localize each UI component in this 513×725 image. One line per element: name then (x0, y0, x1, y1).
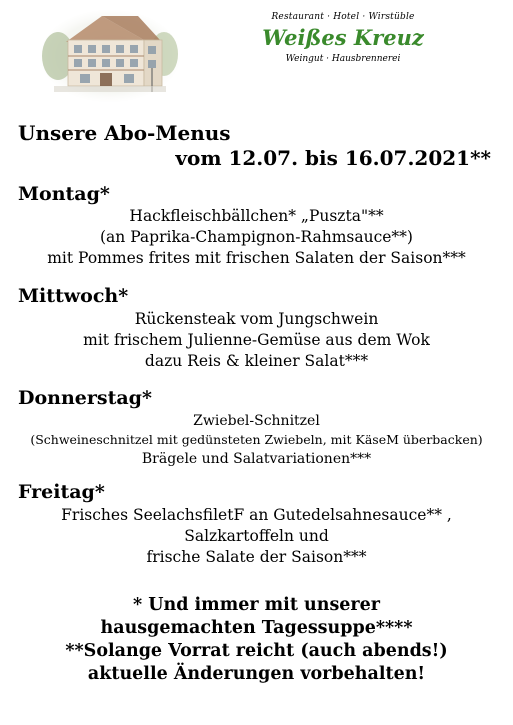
dish-monday (0, 206, 513, 269)
menu-header (0, 0, 513, 110)
footer-line: hausgemachten Tagessuppe**** (100, 618, 413, 638)
dish-line: Zwiebel-Schnitzel (193, 413, 320, 429)
dish-line: Salzkartoffeln und (184, 527, 329, 545)
day-heading-monday: Montag* (18, 183, 110, 205)
dish-line: (an Paprika-Champignon-Rahmsauce**) (100, 228, 413, 246)
restaurant-brand (258, 12, 428, 64)
footer-line: * Und immer mit unserer (132, 595, 381, 615)
dish-thursday (0, 411, 513, 469)
menu-title: Unsere Abo-Menus (18, 121, 231, 145)
dish-line: Hackfleischbällchen* „Puszta"** (129, 207, 384, 225)
menu-footer-notes (0, 594, 513, 686)
day-heading-thursday: Donnerstag* (18, 387, 152, 409)
brand-name: Weißes Kreuz (262, 25, 424, 50)
dish-wednesday (0, 309, 513, 372)
footer-line: aktuelle Änderungen vorbehalten! (87, 664, 426, 684)
dish-line: (Schweineschnitzel mit gedünsteten Zwiebeln, mit KäseM überbacken) (30, 432, 483, 447)
day-heading-friday: Freitag* (18, 481, 105, 503)
dish-line: Brägele und Salatvariationen*** (141, 451, 372, 467)
dish-line: Rückensteak vom Jungschwein (134, 310, 379, 328)
day-heading-wednesday: Mittwoch* (18, 285, 129, 307)
dish-line: mit Pommes frites mit frischen Salaten der Saison*** (47, 249, 466, 267)
hotel-building-image (40, 6, 180, 102)
menu-dates: vom 12.07. bis 16.07.2021** (175, 146, 491, 170)
dish-friday (0, 505, 513, 568)
dish-line: mit frischem Julienne-Gemüse aus dem Wok (83, 331, 430, 349)
brand-tagline-top: Restaurant · Hotel · Wirstüble (271, 12, 415, 22)
dish-line: Frisches SeelachsfiletF an Gutedelsahnesauce** , (61, 506, 452, 524)
footer-line: **Solange Vorrat reicht (auch abends!) (65, 641, 448, 661)
dish-line: frische Salate der Saison*** (146, 548, 367, 566)
brand-tagline-bottom: Weingut · Hausbrennerei (285, 54, 401, 64)
dish-line: dazu Reis & kleiner Salat*** (144, 352, 369, 370)
